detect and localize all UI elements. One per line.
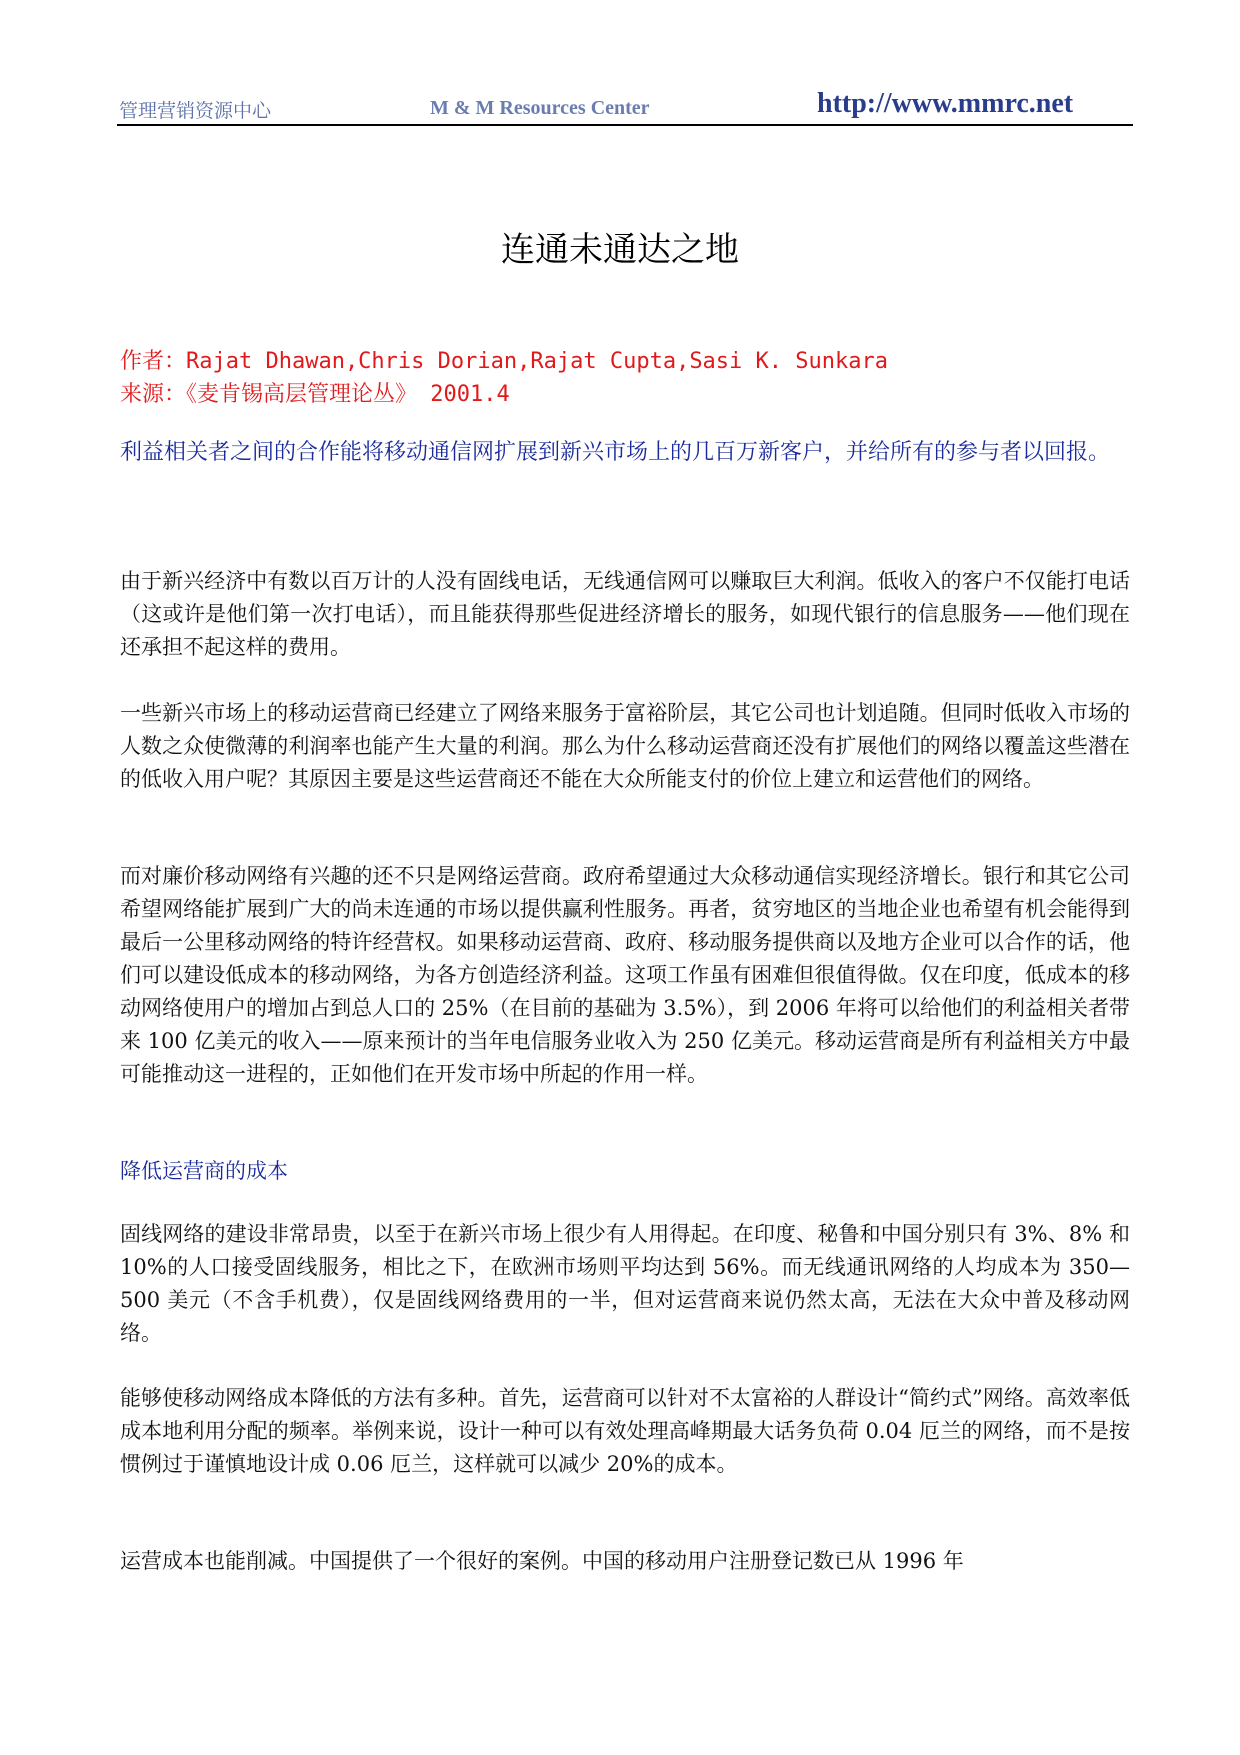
header-org-name-en: M & M Resources Center bbox=[430, 97, 650, 119]
body-paragraph: 能够使移动网络成本降低的方法有多种。首先，运营商可以针对不太富裕的人群设计“简约式”网络。高效率低成本地利用分配的频率。举例来说，设计一种可以有效处理高峰期最大话务负荷 0.04 厄兰的网络，而不是按惯例过于谨慎地设计成 0.06 厄兰，这样就可以减少 20%的成本。 bbox=[120, 1386, 1130, 1476]
header-org-name-cn: 管理营销资源中心 bbox=[119, 100, 272, 122]
body-paragraph: 由于新兴经济中有数以百万计的人没有固线电话，无线通信网可以赚取巨大利润。低收入的客户不仅能打电话（这或许是他们第一次打电话），而且能获得那些促进经济增长的服务，如现代银行的信息服务——他们现在还承担不起这样的费用。 bbox=[120, 569, 1130, 659]
section-heading: 降低运营商的成本 bbox=[120, 1159, 288, 1183]
body-paragraph: 一些新兴市场上的移动运营商已经建立了网络来服务于富裕阶层，其它公司也计划追随。但同时低收入市场的人数之众使微薄的利润率也能产生大量的利润。那么为什么移动运营商还没有扩展他们的网络以覆盖这些潜在的低收入用户呢？其原因主要是这些运营商还不能在大众所能支付的价位上建立和运营他们的网络。 bbox=[120, 701, 1130, 791]
article-lead: 利益相关者之间的合作能将移动通信网扩展到新兴市场上的几百万新客户，并给所有的参与者以回报。 bbox=[120, 440, 1111, 465]
article-author: 作者：Rajat Dhawan,Chris Dorian,Rajat Cupta,Sasi K. Sunkara bbox=[120, 349, 888, 374]
article-title: 连通未通达之地 bbox=[501, 230, 739, 270]
header-website-link[interactable]: http://www.mmrc.net bbox=[817, 88, 1074, 119]
body-paragraph: 固线网络的建设非常昂贵，以至于在新兴市场上很少有人用得起。在印度、秘鲁和中国分别只有 3%、8% 和 10%的人口接受固线服务，相比之下，在欧洲市场则平均达到 56%。而无线通讯网络的人均成本为 350—500 美元（不含手机费），仅是固线网络费用的一半，但对运营商来说仍然太高，无法在大众中普及移动网络。 bbox=[120, 1222, 1130, 1345]
page-header bbox=[117, 88, 1133, 126]
article-source: 来源：《麦肯锡高层管理论丛》 2001.4 bbox=[120, 382, 510, 407]
body-paragraph: 而对廉价移动网络有兴趣的还不只是网络运营商。政府希望通过大众移动通信实现经济增长。银行和其它公司希望网络能扩展到广大的尚未连通的市场以提供赢利性服务。再者，贫穷地区的当地企业也希望有机会能得到最后一公里移动网络的特许经营权。如果移动运营商、政府、移动服务提供商以及地方企业可以合作的话，他们可以建设低成本的移动网络，为各方创造经济利益。这项工作虽有困难但很值得做。仅在印度，低成本的移动网络使用户的增加占到总人口的 25%（在目前的基础为 3.5%），到 2006 年将可以给他们的利益相关者带来 100 亿美元的收入——原来预计的当年电信服务业收入为 250 亿美元。移动运营商是所有利益相关方中最可能推动这一进程的，正如他们在开发市场中所起的作用一样。 bbox=[120, 864, 1130, 1086]
body-paragraph: 运营成本也能削减。中国提供了一个很好的案例。中国的移动用户注册登记数已从 1996 年 bbox=[120, 1549, 964, 1573]
